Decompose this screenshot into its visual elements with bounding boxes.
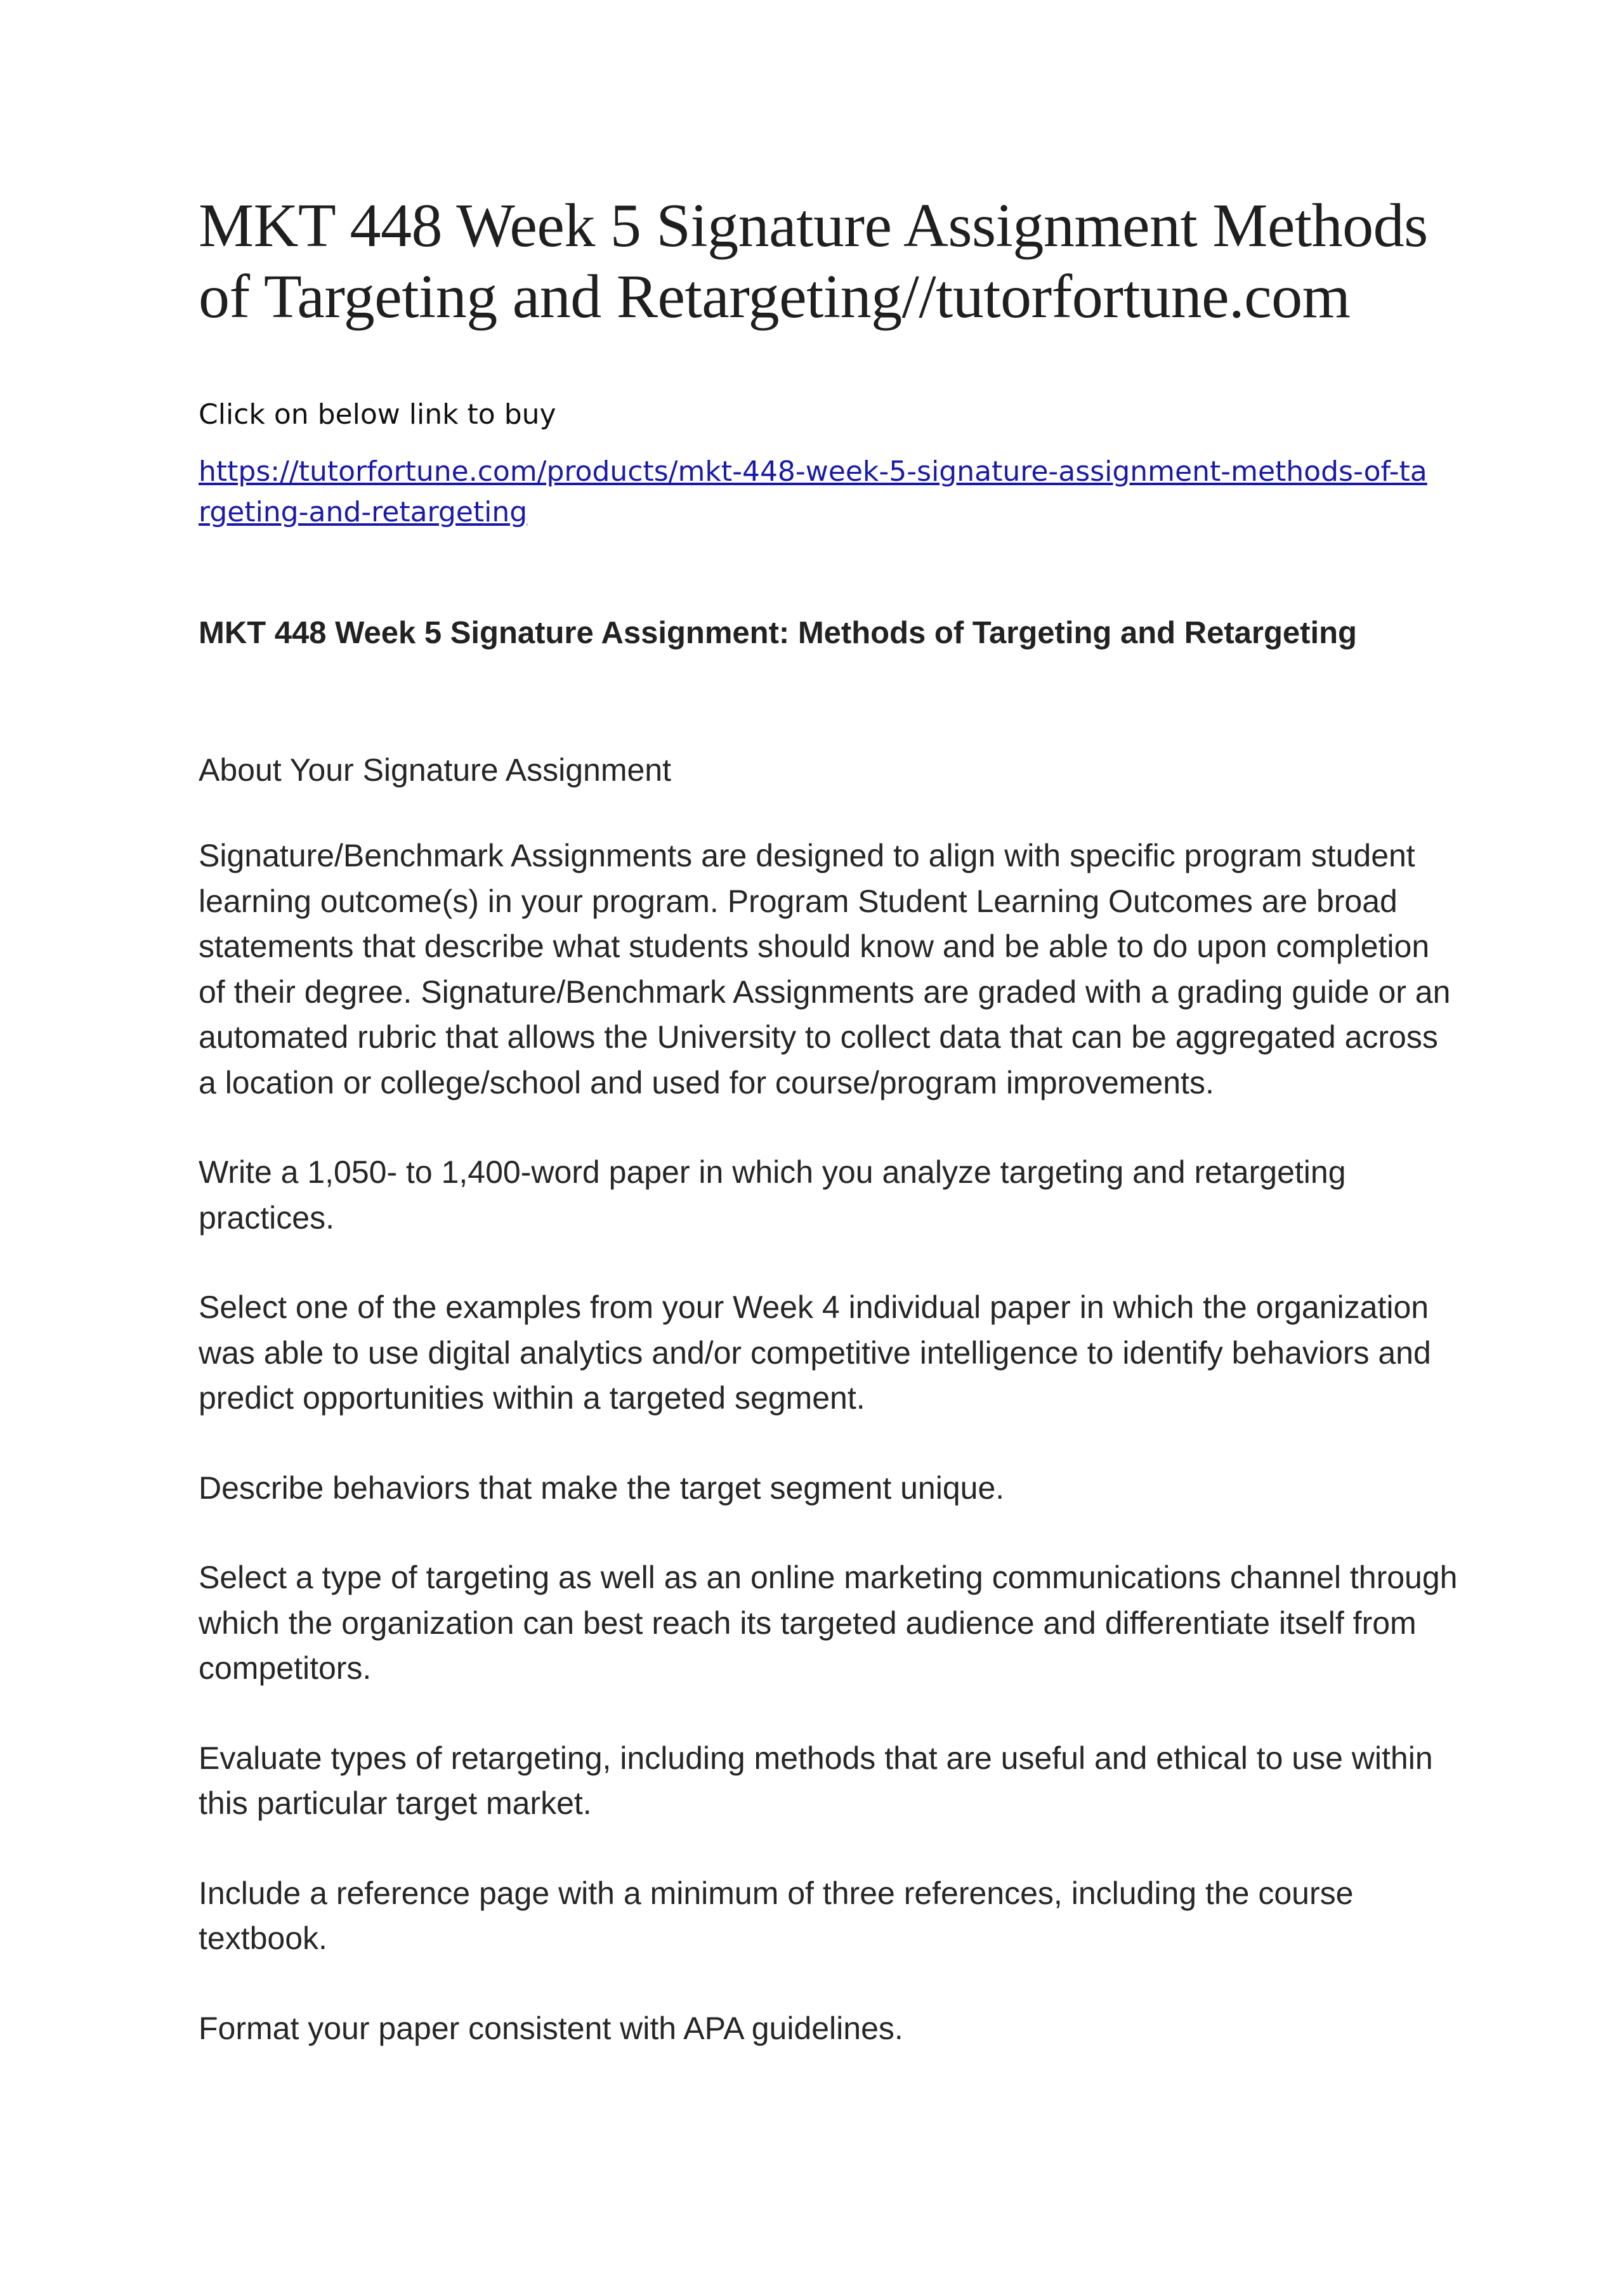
product-link[interactable]: https://tutorfortune.com/products/mkt-448-week-5-signature-assignment-methods-of-targeting-and-retargeting <box>199 455 1427 528</box>
paragraph-reference-page: Include a reference page with a minimum of three references, including the course textbook. <box>199 1875 1354 1956</box>
paragraph-select-example: Select one of the examples from your Week 4 individual paper in which the organization was able to use digital analytics and/or competitive intelligence to identify behaviors and predict opportunities within a targeted segment. <box>199 1289 1431 1416</box>
paragraph-evaluate-retargeting: Evaluate types of retargeting, including methods that are useful and ethical to use within this particular target market. <box>199 1740 1433 1821</box>
document-title: MKT 448 Week 5 Signature Assignment Methods of Targeting and Retargeting//tutorfortune.com <box>199 192 1428 331</box>
paragraph-describe-behaviors: Describe behaviors that make the target segment unique. <box>199 1470 1005 1506</box>
buy-label: Click on below link to buy <box>199 398 556 431</box>
assignment-body <box>199 833 1461 2051</box>
paragraph-select-targeting: Select a type of targeting as well as an online marketing communications channel through which the organization can best reach its targeted audience and differentiate itself from competitors. <box>199 1560 1458 1686</box>
paragraph-word-count: Write a 1,050- to 1,400-word paper in which you analyze targeting and retargeting practices. <box>199 1154 1346 1236</box>
about-heading: About Your Signature Assignment <box>199 752 671 788</box>
section-heading: MKT 448 Week 5 Signature Assignment: Methods of Targeting and Retargeting <box>199 616 1357 650</box>
paragraph-apa-format: Format your paper consistent with APA guidelines. <box>199 2010 903 2046</box>
paragraph-signature-benchmark: Signature/Benchmark Assignments are designed to align with specific program student learning outcome(s) in your program. Program Student Learning Outcomes are broad statements that describe what students should know and be able to do upon completion of their degree. Signature/Benchmark Assignments are graded with a grading guide or an automated rubric that allows the University to collect data that can be aggregated across a location or college/school and used for course/program improvements. <box>199 838 1451 1100</box>
document-content <box>199 190 1461 2051</box>
